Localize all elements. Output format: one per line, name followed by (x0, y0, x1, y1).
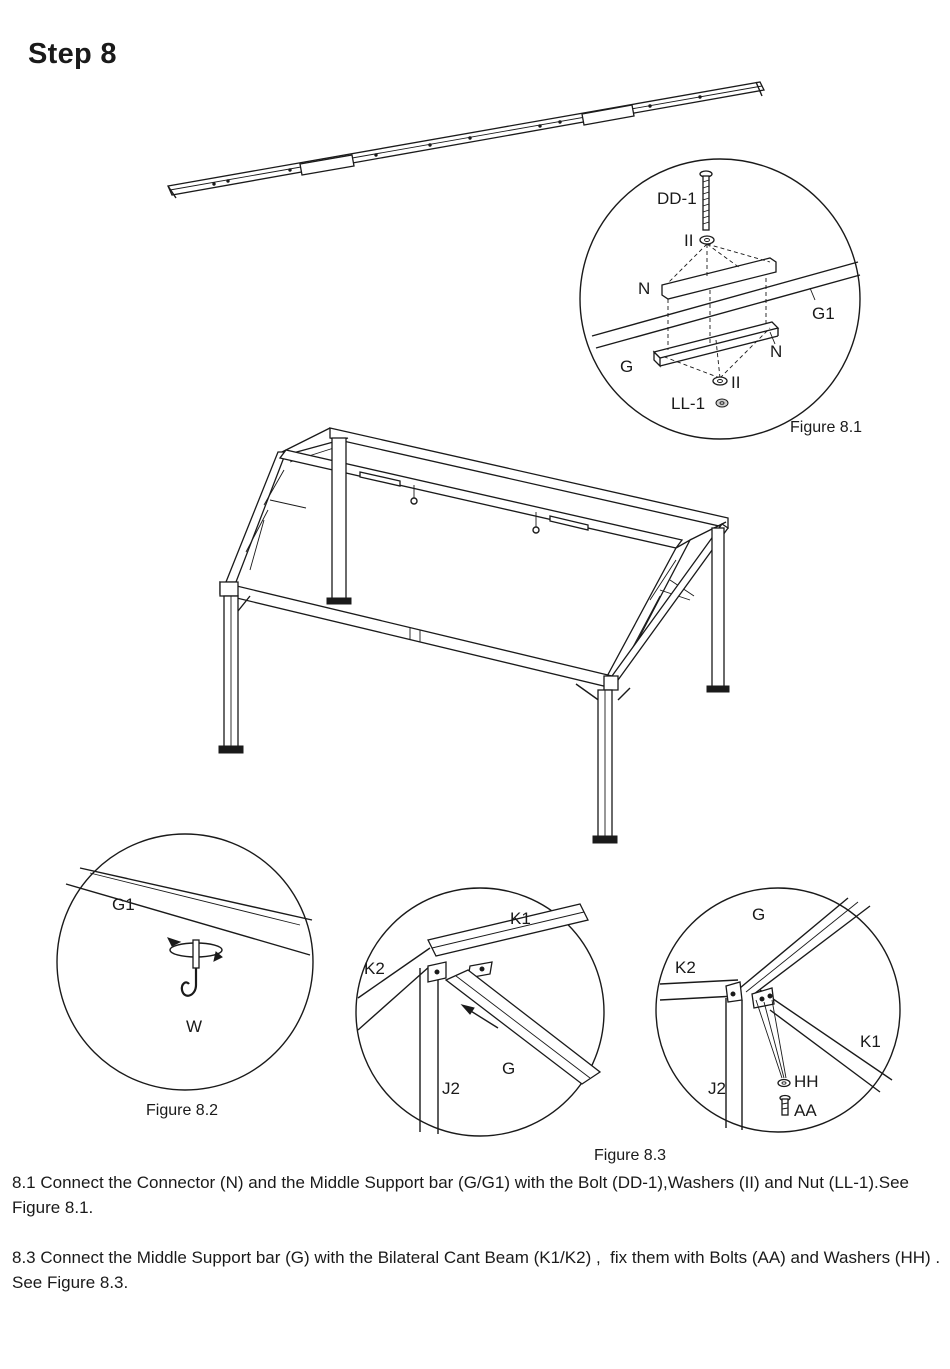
label-n-top: N (638, 279, 651, 298)
label-hh: HH (794, 1072, 819, 1091)
label-ll-1: LL-1 (671, 394, 706, 413)
label-ii-top: II (684, 231, 694, 250)
step-title: Step 8 (28, 38, 117, 70)
figure-8-1-caption: Figure 8.1 (790, 419, 863, 436)
label-k2-left: K2 (364, 959, 385, 978)
instruction-8-1: 8.1 Connect the Connector (N) and the Middle Support bar (G/G1) with the Bolt (DD-1),Washers (II) and Nut (LL-1).See Figure 8.1. (12, 1173, 909, 1217)
figure-8-3-left-drawing (356, 888, 604, 1136)
label-g1-fig-8-2: G1 (112, 895, 135, 914)
label-aa: AA (794, 1101, 817, 1120)
label-g1: G1 (812, 304, 835, 323)
label-k2-right: K2 (675, 958, 696, 977)
label-g: G (620, 357, 634, 376)
figure-8-3-caption: Figure 8.3 (594, 1147, 667, 1164)
label-g-left: G (502, 1059, 516, 1078)
label-g-right: G (752, 905, 766, 924)
label-n-bottom: N (770, 342, 783, 361)
instruction-8-3: 8.3 Connect the Middle Support bar (G) with the Bilateral Cant Beam (K1/K2) , fix them with Bolts (AA) and Washers (HH) . See Figure 8.3. (12, 1248, 941, 1292)
label-ii-bottom: II (731, 373, 741, 392)
label-w: W (186, 1017, 203, 1036)
gazebo-frame-drawing (219, 428, 729, 843)
label-dd-1: DD-1 (657, 189, 697, 208)
label-k1-right: K1 (860, 1032, 881, 1051)
label-j2-left: J2 (442, 1079, 460, 1098)
label-k1-left: K1 (510, 909, 531, 928)
label-j2-right: J2 (708, 1079, 726, 1098)
figure-8-1-drawing (580, 159, 863, 439)
figure-8-2-drawing (57, 834, 313, 1090)
figure-8-2-caption: Figure 8.2 (146, 1102, 219, 1119)
figure-8-3-right-drawing (656, 888, 900, 1132)
middle-support-bar-drawing (168, 82, 764, 198)
